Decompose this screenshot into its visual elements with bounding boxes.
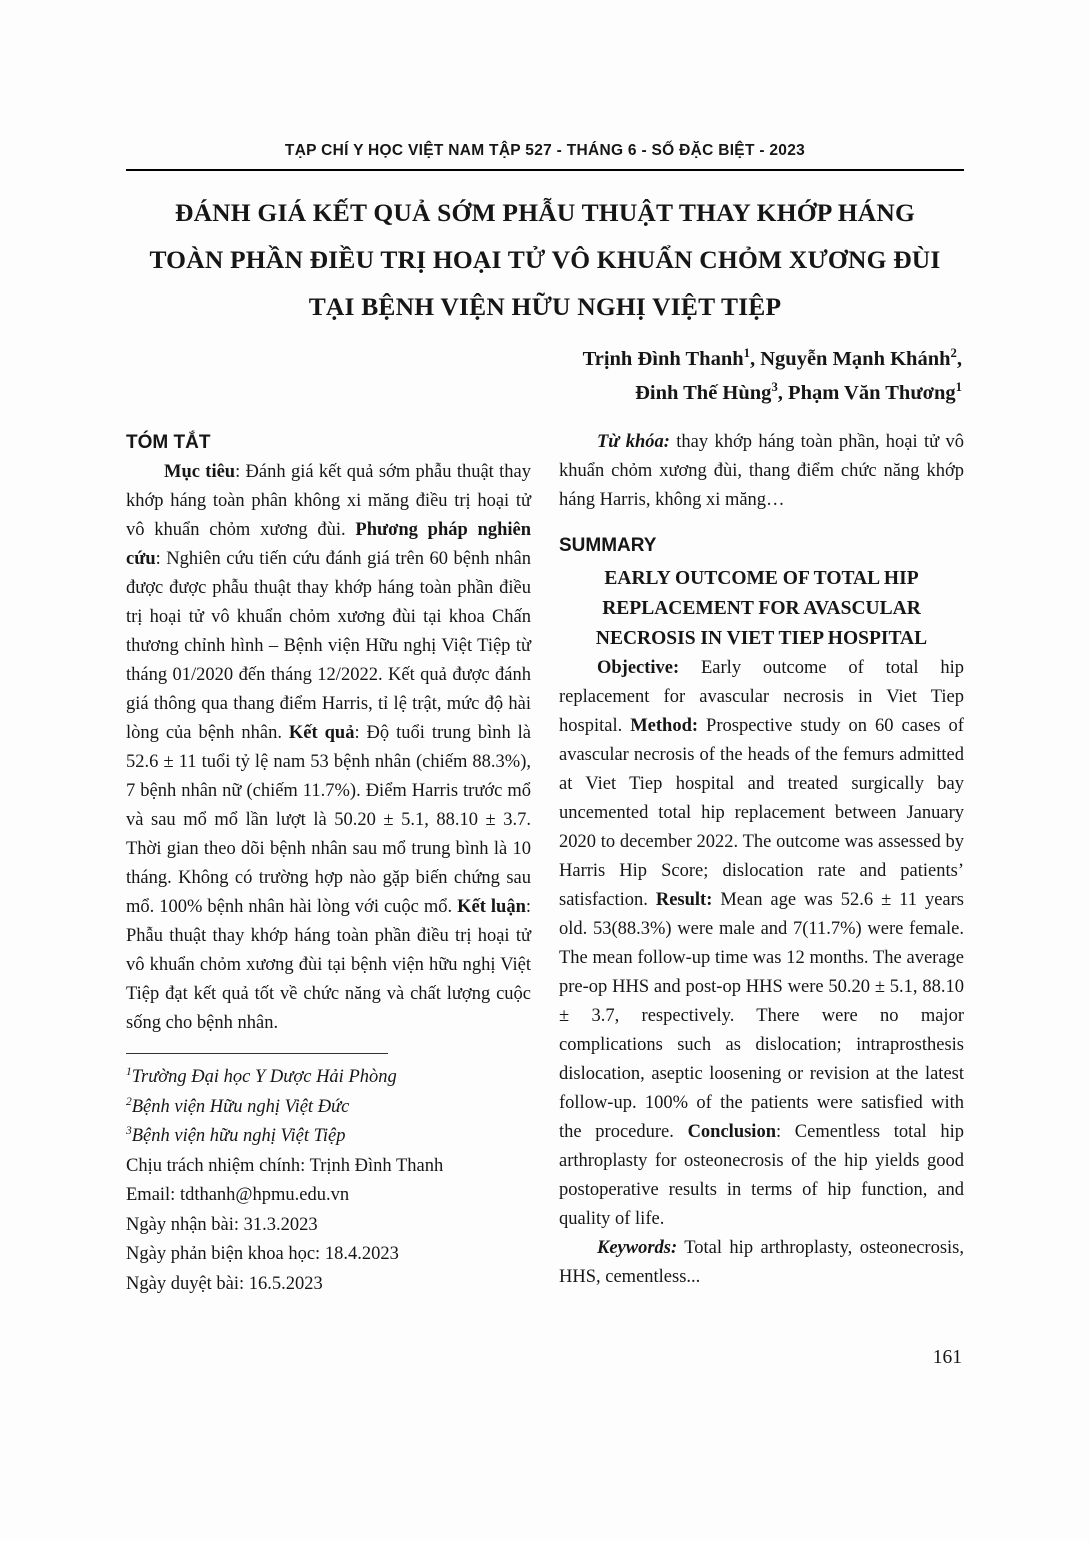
article-title-line: TẠI BỆNH VIỆN HỮU NGHỊ VIỆT TIỆP (308, 292, 782, 321)
article-title-line: ĐÁNH GIÁ KẾT QUẢ SỚM PHẪU THUẬT THAY KHỚP HÁNG (174, 198, 916, 227)
keywords-english: Keywords: Total hip arthroplasty, osteonecrosis, HHS, cementless... (559, 1238, 964, 1287)
page-content (126, 142, 964, 1299)
footnote-corresponding-author: Chịu trách nhiệm chính: Trịnh Đình Thanh (126, 1155, 444, 1176)
footnote-divider (126, 1053, 388, 1054)
authors-line: Trịnh Đình Thanh$^1$, Nguyễn Mạnh Khánh$^2$, (582, 346, 962, 370)
right-column (559, 428, 964, 1299)
footnote-affiliation-1: $^1$Trường Đại học Y Dược Hải Phòng (126, 1065, 397, 1087)
article-title (126, 189, 964, 330)
summary-title-line: REPLACEMENT FOR AVASCULAR (602, 598, 921, 619)
abstract-heading: TÓM TẮT (126, 432, 211, 453)
authors-line: Đinh Thế Hùng$^3$, Phạm Văn Thương$^1$ (635, 380, 962, 404)
footnote-affiliation-2: $^2$Bệnh viện Hữu nghị Việt Đức (126, 1095, 350, 1117)
summary-heading: SUMMARY (559, 535, 657, 556)
two-column-body (126, 428, 964, 1299)
keywords-vietnamese: Từ khóa: thay khớp háng toàn phần, hoại tử vô khuẩn chỏm xương đùi, thang điểm chức năng khớp háng Harris, không xi măng… (559, 432, 964, 510)
summary-title-line: NECROSIS IN VIET TIEP HOSPITAL (595, 628, 928, 649)
abstract-paragraph: Mục tiêu: Đánh giá kết quả sớm phẫu thuật thay khớp háng toàn phân không xi măng điều trị hoại tử vô khuẩn chỏm xương đùi. Phương pháp nghiên cứu: Nghiên cứu tiến cứu đánh giá trên 60 bệnh nhân được được phẫu thuật thay khớp háng toàn phần điều trị hoại tử vô khuẩn chỏm xương đùi tại khoa Chấn thương chỉnh hình – Bệnh viện Hữu nghị Việt Tiệp từ tháng 01/2020 đến tháng 12/2022. Kết quả được đánh giá thông qua thang điểm Harris, tỉ lệ trật, mức độ hài lòng của bệnh nhân. Kết quả: Độ tuổi trung bình là 52.6 ± 11 tuổi tỷ lệ nam 53 bệnh nhân (chiếm 88.3%), 7 bệnh nhân nữ (chiếm 11.7%). Điểm Harris trước mổ và sau mổ mổ lần lượt là 50.20 ± 5.1, 88.10 ± 3.7. Thời gian theo dõi bệnh nhân sau mổ trung bình là 10 tháng. Không có trường hợp nào gặp biến chứng sau mổ. 100% bệnh nhân hài lòng với cuộc mổ. Kết luận: Phẫu thuật thay khớp háng toàn phần điều trị hoại tử vô khuẩn chỏm xương đùi tại bệnh viện hữu nghị Việt Tiệp đạt kết quả tốt về chức năng và chất lượng cuộc sống cho bệnh nhân. (126, 462, 532, 1033)
page-number: 161 (932, 1347, 962, 1368)
footnote-accepted-date: Ngày duyệt bài: 16.5.2023 (126, 1273, 323, 1294)
summary-title (559, 564, 964, 654)
footnote-email: Email: tdthanh@hpmu.edu.vn (126, 1185, 350, 1205)
authors-block (126, 342, 964, 410)
summary-title-line: EARLY OUTCOME OF TOTAL HIP (604, 568, 919, 589)
article-title-line: TOÀN PHẦN ĐIỀU TRỊ HOẠI TỬ VÔ KHUẨN CHỎM XƯƠNG ĐÙI (149, 245, 941, 274)
journal-header: TẠP CHÍ Y HỌC VIỆT NAM TẬP 527 - THÁNG 6 - SỐ ĐẶC BIỆT - 2023 (126, 142, 964, 171)
footnotes-block (126, 1063, 531, 1299)
footnote-affiliation-3: $^3$Bệnh viện hữu nghị Việt Tiệp (126, 1124, 346, 1146)
footnote-review-date: Ngày phản biện khoa học: 18.4.2023 (126, 1244, 399, 1264)
summary-paragraph: Objective: Early outcome of total hip replacement for avascular necrosis in Viet Tiep hospital. Method: Prospective study on 60 cases of avascular necrosis of the heads of the femurs admitted at Viet Tiep hospital and treated surgically bay uncemented total hip replacement between January 2020 to december 2022. The outcome was assessed by Harris Hip Score; dislocation rate and patients’ satisfaction. Result: Mean age was 52.6 ± 11 years old. 53(88.3%) were male and 7(11.7%) were female. The mean follow-up time was 12 months. The average pre-op HHS and post-op HHS were 50.20 ± 5.1, 88.10 ± 3.7, respectively. There were no major complications such as dislocation; intraprosthesis dislocation, aseptic loosening or revision at the latest follow-up. 100% of the patients were satisfied with the procedure. Conclusion: Cementless total hip arthroplasty for osteonecrosis of the hip yields good postoperative results in terms of hip function, and quality of life. (559, 658, 964, 1229)
footnote-received-date: Ngày nhận bài: 31.3.2023 (126, 1214, 318, 1235)
left-column (126, 428, 531, 1299)
